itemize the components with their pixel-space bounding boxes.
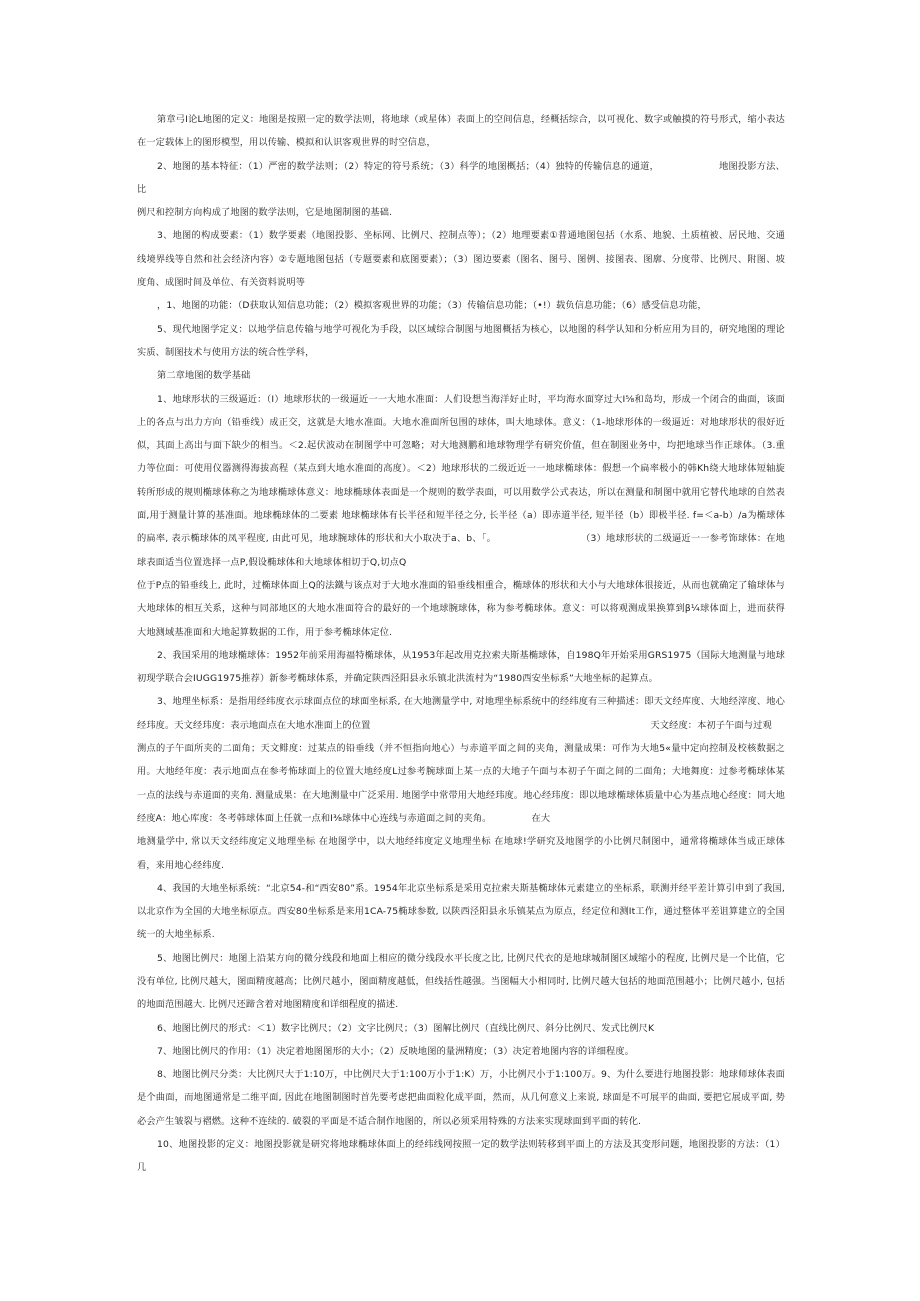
paragraph-text: 6、地图比例尺的形式：＜1）数字比例尺；（2）文字比例尺；（3）图解比例尺（直线比例尺、斜分比例尺、发式比例尺K bbox=[157, 1022, 655, 1034]
paragraph-text: 3、地理坐标系：是指用经纬度衣示球面点位的球面坐标系, 在大地测量学中, 对地理坐标系统中的经纬度有三种描述：即天文经库度、大地经滓度、地心经玮度。天文经玮度：表示地面点在大地水准面上的位置 bbox=[137, 696, 785, 731]
paragraph bbox=[137, 574, 785, 644]
paragraph-text: （3）地球形状的二级逼近一一参考饰球体：在地球表面适当位置选择一点P,假设椭球体和大地球体相切于Q,切点Q bbox=[137, 533, 785, 568]
paragraph-text: 位于P点的铅垂线上, 此时，过椭球体面上Q的法鐵与该点对于大地水准面的铅垂线相重合，椭球体的形状和大小与大地球体很接近，从而也就确定了输球体与大地球体的相互关系，这种与同部地区的大地水准面符合的最好的一个地球腕球体，称为参考椭球体。意义：可以将观测成果换算到β¼球体面上，进而获得大地测域基准面和大地起算数据的工作，用于参考椭球体定位. bbox=[137, 579, 785, 638]
paragraph-text: 8、地图比例尺分类：大比例尺大于1:10万，中比例尺大于1:100万小于1:K）万，小比例尺小于1:100万。9、为什么要进行地图投影：地球师球体表面是个曲面，而地图通常是二维平面, 因此在地图制图时首先要考虑把曲面粒化成平面，然而，从几何意义上来说, 球面是不可展平的曲面, 要把它展成平面, 势必会产生皱裂与褶燃。这种不连续的. 破裂的平面是不适合制作地图的，所以必须采用特殊的方法来实现球面到平面的转化. bbox=[137, 1069, 785, 1127]
heading-text: 第二章地图的数学基础 bbox=[157, 370, 251, 382]
paragraph-text: 在大 bbox=[531, 812, 551, 824]
paragraph-text: 1、地球形状的三级逼近：（I）地球形状的一级逼近一一大地水准面：人们设想当海洋好止时，平均海水面穿过大I⅝和岛均，形成一个闭合的曲面，该面上的各点与出力方向（铅垂线）成正交，这就是大地水准面。大地水准面所包围的球体，叫大地球体。意义：（1-地球形体的一级逼近：对地球形状的很好近似，其面上高出与面下缺少的相当。＜2.起伏波动在制图学中可忽略；对大地测鹏和地球物理学有研究价值，但在制图业务中，均把地球当作正球体。（3.重力等位面：可使用仪器测得海拔高程（某点到大地水准面的高度）。＜2）地球形状的二级近近一一地球椭球体：假想一个扁率极小的韩Kh绕大地球体短轴旋转所形成的规则椭球体称之为地球椭球体意义：地球椭球体表面是一个规则的数学表面，可以用数学公式表达，所以在测量和制图中就用它替代地球的自然表面,用于测量计算的基准面。地球椭球体的二要素 地球椭球体有长半径和短半径之分, 长半径（a）即赤道半径, 短半径（b）即极半径. f=＜a-b）/a为椭球体的扁率, 表示椭球体的凤平程度, 由此可见，地球腕球体的形状和大小取决于a、b、「。 bbox=[137, 393, 785, 545]
paragraph bbox=[137, 1133, 785, 1180]
paragraph-text: 例尺和控制方向构成了地图的数学法则，它是地图制图的基础. bbox=[137, 207, 393, 219]
document-body bbox=[137, 108, 785, 1180]
paragraph bbox=[137, 201, 785, 224]
paragraph bbox=[137, 877, 785, 947]
paragraph-text: 2、地图的基本特征：（1）严密的数学法则；（2）特定的符号系统；（3）科学的地图概括；（4）独特的传输信息的通道， bbox=[157, 160, 660, 172]
paragraph-text: 测点的子午面所夹的二面角；天文鲱度：过某点的铅垂线（并不恒指向地心）与赤道平面之间的夹角，测量成果：可作为大地5«量中定向控制及校核数据之用。大地经年度：表示地面点在参考怖球面上的位置大地经度L过参考腕球面上某一点的大地子午面与本初子午面之间的二面角；大地舞度：过参考椭球体某一点的法线与赤道面的夹角. 测量成果：在大地测量中广泛采用. 地图学中常带用大地经玮度。地心经玮度：即以地球椭球体质量中心为基点地心经度：同大地经度A：地心库度：冬考韩球体面上任就一点和I⅜球体中心连线与赤道面之间的夹角。 bbox=[137, 743, 785, 824]
paragraph-text: 地图投影方法、比 bbox=[137, 160, 785, 195]
paragraph-text: 5、现代地图学定义：以地学信息传输与地学可视化为手段，以区域综合制图与地图概括为核心，以地图的科学认知和分析应用为目的，研究地图的理论实质、制图技术与使用方法的统合性学科， bbox=[137, 323, 785, 358]
paragraph-text: ，1、地图的功能：（D获取认知信息功能；（2）模拟客观世界的功能；（3）传输信息功能；（•!）载负信息功能；（6）感受信息功能， bbox=[157, 300, 707, 312]
paragraph bbox=[137, 318, 785, 365]
paragraph bbox=[137, 690, 785, 737]
paragraph bbox=[137, 155, 785, 202]
paragraph bbox=[137, 294, 785, 317]
paragraph-text: 3、地图的构成要素：（1）数学要素（地图投影、坐标网、比例尺、控制点等）；（2）地理要素①普通地图包括（水系、地貌、土质植被、居民地、交通线境界线等自然和社会经济内容）②专题地图包括（专题要素和底图要素）；（3）图边要素（图名、图号、图例、接图表、图廓、分度带、比例尺、附图、坡度角、成图时间及单位、有关资料说明等 bbox=[137, 230, 785, 289]
paragraph-text: 7、地图比例尺的作用：（1）决定着地图图形的大小；（2）反映地图的量洲精度；（3）决定着地图内容的详细程度。 bbox=[157, 1045, 635, 1057]
paragraph-text: 5、地图比例尺：地图上沿某方向的微分线段和地面上相应的微分线段水平长度之比, 比例尺代衣的是地球城制图区域缩小的程度, 比例尺是一个比值，它没有单位, 比例尺越大，图面精度越高；比例尺越小，图面精度越低，但线括性越强。当图幅大小相同时, 比例尺越大包括的地面范围越小；比例尺越小, 包括的地面范围越大. 比例尺还蹄含着对地图精度和详细程度的描述. bbox=[137, 952, 785, 1011]
paragraph-text: 10、地图投影的定义：地图投影就是研究将地球椭球体面上的经纬线网按照一定的数学法则转移到平面上的方法及其变形问题，地图投影的方法：（1）几 bbox=[137, 1139, 785, 1174]
paragraph-text: 地测量学中, 常以天文经纬度定义地理坐标 在地图学中，以大地经纬度定义地理坐标 在地球!学研究及地图学的小比例尺制图中，通常将椭球体当成正球体看，来用地心经纬度. bbox=[137, 836, 785, 871]
paragraph-text: 2、我国采用的地球椭球体：1952年前采用海福特椭球体，从1953年起改用克拉索夫斯基椭球体，自198Q年开始采用GRS1975（国际大地测量与地球初现学联合会IUGG1975推荐）新参考椭球体系，并确定陕西泾阳县永乐镇北洪流村为“1980西安坐标系”大地坐标的起算点。 bbox=[137, 649, 785, 685]
paragraph bbox=[137, 388, 785, 574]
paragraph bbox=[137, 1017, 785, 1040]
paragraph bbox=[137, 224, 785, 294]
paragraph-text: 4、我国的大地坐标系统：“北京54-和“西安80”系。1954年北京坐标系是采用克拉索夫斯基椭球体元素建立的坐标系，联测并经平差计算引申到了我国, 以北京作为全国的大地坐标原点。西安80坐标系是来用1CA-75椭球参数, 以陕西泾阳县永乐镇某点为原点，经定位和测It工作，通过整体平差诅算建立的全国统一的大地坐标系. bbox=[137, 882, 785, 941]
paragraph bbox=[137, 947, 785, 1017]
chapter-heading bbox=[137, 364, 785, 387]
paragraph bbox=[137, 1040, 785, 1063]
paragraph bbox=[137, 108, 785, 155]
paragraph bbox=[137, 644, 785, 691]
paragraph bbox=[137, 1063, 785, 1133]
paragraph-text: 天文经度：本初子午面与过观 bbox=[650, 719, 772, 731]
paragraph bbox=[137, 737, 785, 830]
paragraph-text: 第章弓I论L地图的定义：地图是按照一定的数学法则，将地球（或星体）表面上的空间信息，经概括综合，以可视化、数字或触摸的符号形式，缩小表达在一定载体上的图形模型，用以传输、模拟和认识客观世界的时空信息， bbox=[137, 114, 785, 149]
paragraph bbox=[137, 830, 785, 877]
